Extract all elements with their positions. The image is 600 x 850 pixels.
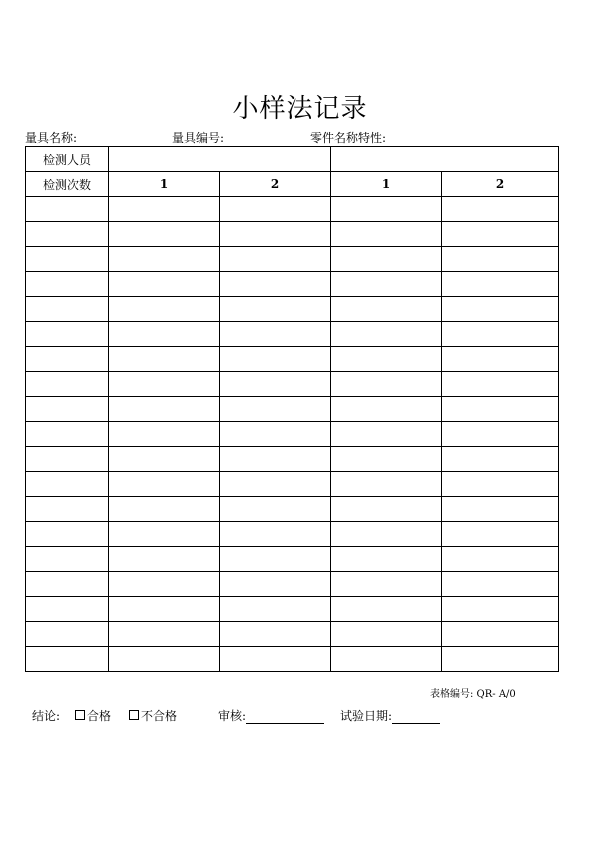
pass-checkbox[interactable] xyxy=(75,710,85,720)
table-cell[interactable] xyxy=(220,597,331,622)
table-cell[interactable] xyxy=(26,347,109,372)
table-cell[interactable] xyxy=(442,372,559,397)
review-signature-line[interactable] xyxy=(246,709,324,724)
table-cell[interactable] xyxy=(109,347,220,372)
table-cell[interactable] xyxy=(109,322,220,347)
table-cell[interactable] xyxy=(442,597,559,622)
table-cell[interactable] xyxy=(26,597,109,622)
table-cell[interactable] xyxy=(442,522,559,547)
table-row xyxy=(26,522,559,547)
table-cell[interactable] xyxy=(442,422,559,447)
gauge-number-label: 量具编号: xyxy=(172,131,225,145)
test-date-field xyxy=(340,707,440,724)
table-cell[interactable] xyxy=(26,247,109,272)
table-cell[interactable] xyxy=(26,622,109,647)
record-table xyxy=(25,146,559,672)
table-row xyxy=(26,422,559,447)
table-cell[interactable] xyxy=(331,422,442,447)
table-cell[interactable] xyxy=(220,272,331,297)
table-cell[interactable] xyxy=(26,272,109,297)
table-row xyxy=(26,472,559,497)
table-cell[interactable] xyxy=(26,197,109,222)
table-cell[interactable] xyxy=(26,547,109,572)
table-row xyxy=(26,347,559,372)
table-row xyxy=(26,372,559,397)
table-cell[interactable] xyxy=(109,647,220,672)
test-date-line[interactable] xyxy=(392,709,440,724)
table-cell[interactable] xyxy=(26,572,109,597)
table-cell[interactable] xyxy=(331,447,442,472)
conclusion-label: 结论: xyxy=(32,709,61,723)
table-cell[interactable] xyxy=(109,272,220,297)
page-title: 小样法记录 xyxy=(232,94,368,124)
table-cell[interactable] xyxy=(442,622,559,647)
fail-checkbox[interactable] xyxy=(129,710,139,720)
table-cell[interactable] xyxy=(109,422,220,447)
table-cell[interactable] xyxy=(331,247,442,272)
table-cell[interactable] xyxy=(26,447,109,472)
gauge-name-label: 量具名称: xyxy=(25,131,78,145)
table-cell[interactable] xyxy=(220,347,331,372)
table-cell[interactable] xyxy=(331,372,442,397)
table-cell[interactable] xyxy=(220,197,331,222)
table-cell[interactable] xyxy=(331,272,442,297)
table-row xyxy=(26,197,559,222)
table-cell[interactable] xyxy=(331,197,442,222)
table-cell[interactable] xyxy=(220,222,331,247)
inspector-label: 检测人员 xyxy=(26,147,109,172)
table-cell[interactable] xyxy=(26,522,109,547)
table-cell[interactable] xyxy=(26,422,109,447)
table-cell[interactable] xyxy=(109,597,220,622)
table-cell[interactable] xyxy=(331,522,442,547)
table-cell[interactable] xyxy=(220,422,331,447)
table-cell[interactable] xyxy=(109,397,220,422)
table-cell[interactable] xyxy=(442,247,559,272)
count-label: 检测次数 xyxy=(26,172,109,197)
table-row xyxy=(26,497,559,522)
table-cell[interactable] xyxy=(331,347,442,372)
table-cell[interactable] xyxy=(220,572,331,597)
table-row xyxy=(26,622,559,647)
part-name-label: 零件名称特性: xyxy=(310,131,387,145)
table-cell[interactable] xyxy=(220,472,331,497)
review-label: 审核: xyxy=(218,709,247,723)
table-cell[interactable] xyxy=(331,572,442,597)
table-cell[interactable] xyxy=(109,522,220,547)
table-cell[interactable] xyxy=(26,497,109,522)
table-cell[interactable] xyxy=(220,622,331,647)
table-cell[interactable] xyxy=(442,347,559,372)
table-cell[interactable] xyxy=(442,647,559,672)
table-row xyxy=(26,547,559,572)
table-cell[interactable] xyxy=(442,547,559,572)
table-cell[interactable] xyxy=(442,272,559,297)
table-cell[interactable] xyxy=(109,297,220,322)
inspector-b-cell[interactable] xyxy=(331,147,559,172)
table-cell[interactable] xyxy=(220,447,331,472)
trial-header: 2 xyxy=(442,172,559,197)
table-row xyxy=(26,222,559,247)
table-cell[interactable] xyxy=(26,397,109,422)
table-cell[interactable] xyxy=(220,247,331,272)
table-cell[interactable] xyxy=(331,297,442,322)
inspector-row xyxy=(26,147,559,172)
table-cell[interactable] xyxy=(442,472,559,497)
table-cell[interactable] xyxy=(109,372,220,397)
trial-header: 2 xyxy=(220,172,331,197)
table-cell[interactable] xyxy=(220,547,331,572)
table-row xyxy=(26,647,559,672)
table-cell[interactable] xyxy=(220,497,331,522)
table-row xyxy=(26,447,559,472)
trial-header: 1 xyxy=(109,172,220,197)
table-cell[interactable] xyxy=(331,547,442,572)
test-date-label: 试验日期: xyxy=(340,709,393,723)
table-row xyxy=(26,397,559,422)
table-cell[interactable] xyxy=(331,622,442,647)
table-cell[interactable] xyxy=(331,322,442,347)
table-cell[interactable] xyxy=(442,322,559,347)
table-cell[interactable] xyxy=(109,622,220,647)
table-cell[interactable] xyxy=(442,497,559,522)
form-code: 表格编号: QR- A/0 xyxy=(430,689,516,700)
table-cell[interactable] xyxy=(109,472,220,497)
table-cell[interactable] xyxy=(442,447,559,472)
table-cell[interactable] xyxy=(442,222,559,247)
table-cell[interactable] xyxy=(109,497,220,522)
table-row xyxy=(26,597,559,622)
table-cell[interactable] xyxy=(109,222,220,247)
fail-option[interactable] xyxy=(129,707,177,724)
review-field xyxy=(218,707,324,724)
table-row xyxy=(26,322,559,347)
table-cell[interactable] xyxy=(220,372,331,397)
table-cell[interactable] xyxy=(220,297,331,322)
table-cell[interactable] xyxy=(109,447,220,472)
table-cell[interactable] xyxy=(26,222,109,247)
table-cell[interactable] xyxy=(109,547,220,572)
table-cell[interactable] xyxy=(331,222,442,247)
table-cell[interactable] xyxy=(109,572,220,597)
table-cell[interactable] xyxy=(331,472,442,497)
table-cell[interactable] xyxy=(442,297,559,322)
table-cell[interactable] xyxy=(331,397,442,422)
count-row xyxy=(26,172,559,197)
table-row xyxy=(26,297,559,322)
table-cell[interactable] xyxy=(331,497,442,522)
table-cell[interactable] xyxy=(442,197,559,222)
pass-option[interactable] xyxy=(75,707,111,724)
fail-label: 不合格 xyxy=(141,709,178,723)
table-cell[interactable] xyxy=(442,397,559,422)
table-cell[interactable] xyxy=(220,647,331,672)
table-cell[interactable] xyxy=(109,247,220,272)
table-row xyxy=(26,272,559,297)
table-cell[interactable] xyxy=(220,397,331,422)
table-cell[interactable] xyxy=(26,472,109,497)
trial-header: 1 xyxy=(331,172,442,197)
table-cell[interactable] xyxy=(442,572,559,597)
table-cell[interactable] xyxy=(331,597,442,622)
table-cell[interactable] xyxy=(220,522,331,547)
inspector-a-cell[interactable] xyxy=(109,147,331,172)
table-cell[interactable] xyxy=(26,647,109,672)
pass-label: 合格 xyxy=(87,709,112,723)
table-cell[interactable] xyxy=(109,197,220,222)
table-row xyxy=(26,572,559,597)
table-cell[interactable] xyxy=(26,297,109,322)
table-cell[interactable] xyxy=(26,322,109,347)
table-row xyxy=(26,247,559,272)
table-cell[interactable] xyxy=(220,322,331,347)
table-cell[interactable] xyxy=(26,372,109,397)
table-cell[interactable] xyxy=(331,647,442,672)
